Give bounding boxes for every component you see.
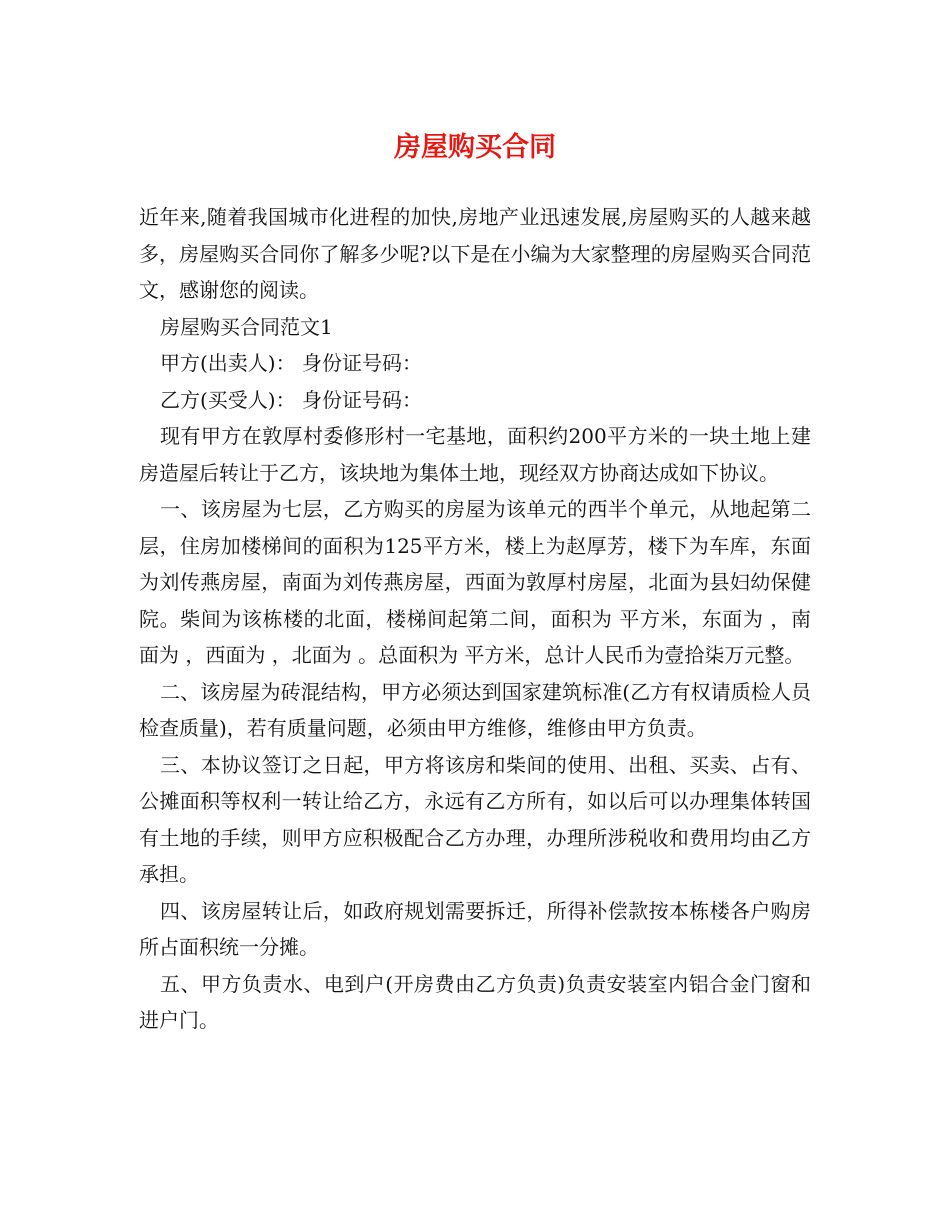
- clause-3: 三、本协议签订之日起，甲方将该房和柴间的使用、出租、买卖、占有、公摊面积等权利一转让给乙方，永远有乙方所有，如以后可以办理集体转国有土地的手续，则甲方应积极配合乙方办理，办理所涉税收和费用均由乙方承担。: [139, 752, 811, 886]
- preamble-paragraph: 现有甲方在敦厚村委修形村一宅基地，面积约200平方米的一块土地上建房造屋后转让于乙方，该块地为集体土地，现经双方协商达成如下协议。: [139, 424, 811, 485]
- document-body: [139, 199, 811, 1039]
- intro-paragraph: 近年来,随着我国城市化进程的加快,房地产业迅速发展,房屋购买的人越来越多，房屋购买合同你了解多少呢?以下是在小编为大家整理的房屋购买合同范文，感谢您的阅读。: [139, 205, 811, 302]
- party-a-line: 甲方(出卖人)： 身份证号码：: [160, 351, 422, 375]
- sample-heading: 房屋购买合同范文1: [160, 314, 333, 339]
- clause-4: 四、该房屋转让后，如政府规划需要拆迁，所得补偿款按本栋楼各户购房所占面积统一分摊。: [139, 898, 811, 959]
- clause-2: 二、该房屋为砖混结构，甲方必须达到国家建筑标准(乙方有权请质检人员检查质量)，若有质量问题，必须由甲方维修，维修由甲方负责。: [139, 679, 811, 740]
- clause-1: 一、该房屋为七层，乙方购买的房屋为该单元的西半个单元，从地起第二层，住房加楼梯间的面积为125平方米，楼上为赵厚芳，楼下为车库，东面为刘传燕房屋，南面为刘传燕房屋，西面为敦厚村房屋，北面为县妇幼保健院。柴间为该栋楼的北面，楼梯间起第二间，面积为 平方米，东面为 ，南面为 ，西面为 ，北面为 。总面积为 平方米，总计人民币为壹拾柒万元整。: [139, 497, 811, 667]
- party-b-line: 乙方(买受人)： 身份证号码：: [160, 387, 422, 412]
- document-title: 房屋购买合同: [394, 132, 556, 163]
- clause-5: 五、甲方负责水、电到户(开房费由乙方负责)负责安装室内铝合金门窗和进户门。: [139, 971, 811, 1032]
